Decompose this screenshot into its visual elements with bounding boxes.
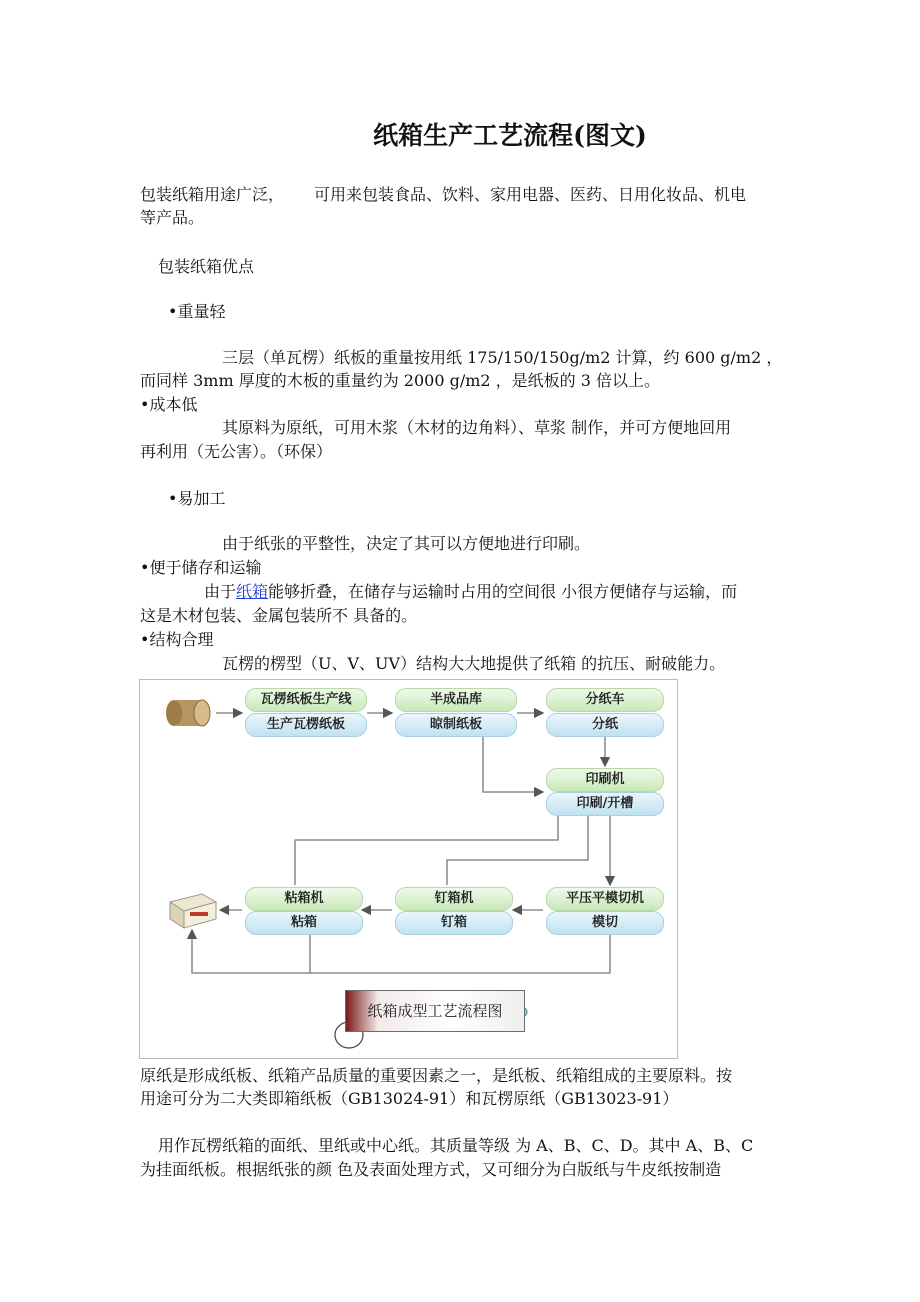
carton-box-icon bbox=[170, 894, 216, 928]
node-warehouse-top: 半成品库 bbox=[395, 688, 517, 712]
bullet-process: •易加工 bbox=[168, 489, 226, 508]
bullet-cost: •成本低 bbox=[140, 395, 198, 414]
node-printer-top: 印刷机 bbox=[546, 768, 664, 792]
node-printer-bottom: 印刷/开槽 bbox=[546, 792, 664, 816]
node-corrugator-bottom: 生产瓦楞纸板 bbox=[245, 713, 367, 737]
bullet-light: •重量轻 bbox=[168, 302, 226, 321]
page-title: 纸箱生产工艺流程(图文) bbox=[373, 121, 647, 150]
storage-text-2: 这是木材包装、金属包装所不 具备的。 bbox=[140, 606, 418, 625]
intro-line-1-b: 可用来包装食品、饮料、家用电器、医药、日用化妆品、机电 bbox=[314, 185, 747, 204]
paper-roll-icon bbox=[166, 700, 210, 726]
node-warehouse-bottom: 晾制纸板 bbox=[395, 713, 517, 737]
bullet-structure: •结构合理 bbox=[140, 630, 214, 649]
process-text: 由于纸张的平整性，决定了其可以方便地进行印刷。 bbox=[222, 534, 591, 553]
para2-line-1: 原纸是形成纸板、纸箱产品质量的重要因素之一，是纸板、纸箱组成的主要原料。按 bbox=[140, 1066, 733, 1085]
node-slitter-bottom: 分纸 bbox=[546, 713, 664, 737]
cost-text-1: 其原料为原纸，可用木浆（木材的边角料）、草浆 制作，并可方便地回用 bbox=[222, 418, 732, 437]
para3-line-1: 用作瓦楞纸箱的面纸、里纸或中心纸。其质量等级 为 A、B、C、D。其中 A、B、C bbox=[158, 1136, 754, 1155]
node-diecut-bottom: 模切 bbox=[546, 911, 664, 935]
node-gluer-bottom: 粘箱 bbox=[245, 911, 363, 935]
light-text-1: 三层（单瓦楞）纸板的重量按用纸 175/150/150g/m2 计算，约 600 g/m2 ， bbox=[222, 348, 783, 367]
cost-text-2: 再利用（无公害）。（环保） bbox=[140, 442, 333, 461]
para3-line-2: 为挂面纸板。根据纸张的颜 色及表面处理方式，又可细分为白版纸与牛皮纸按制造 bbox=[140, 1160, 722, 1179]
node-slitter-top: 分纸车 bbox=[546, 688, 664, 712]
intro-line-2: 等产品。 bbox=[140, 208, 205, 227]
carton-link[interactable]: 纸箱 bbox=[236, 582, 269, 601]
storage-text-1-a: 由于 bbox=[204, 582, 237, 601]
node-gluer-top: 粘箱机 bbox=[245, 887, 363, 911]
intro-line-1-a: 包装纸箱用途广泛， bbox=[140, 185, 285, 204]
node-diecut-top: 平压平模切机 bbox=[546, 887, 664, 911]
storage-text-1 bbox=[204, 581, 820, 603]
structure-text: 瓦楞的楞型（U、V、UV）结构大大地提供了纸箱 的抗压、耐破能力。 bbox=[222, 654, 726, 673]
process-flow-diagram bbox=[139, 679, 678, 1059]
node-stitcher-bottom: 钉箱 bbox=[395, 911, 513, 935]
node-stitcher-top: 钉箱机 bbox=[395, 887, 513, 911]
intro-line-1 bbox=[140, 184, 746, 206]
advantages-heading: 包装纸箱优点 bbox=[158, 257, 255, 276]
node-corrugator-top: 瓦楞纸板生产线 bbox=[245, 688, 367, 712]
light-text-2: 而同样 3mm 厚度的木板的重量约为 2000 g/m2 ，是纸板的 3 倍以上。 bbox=[140, 371, 661, 390]
storage-text-1-b: 能够折叠，在储存与运输时占用的空间很 小很方便储存与运输，而 bbox=[268, 582, 738, 601]
diagram-caption: 纸箱成型工艺流程图 bbox=[345, 990, 525, 1032]
para2-line-2: 用途可分为二大类即箱纸板（GB13024-91）和瓦楞原纸（GB13023-91） bbox=[140, 1089, 679, 1108]
bullet-storage: •便于储存和运输 bbox=[140, 558, 262, 577]
